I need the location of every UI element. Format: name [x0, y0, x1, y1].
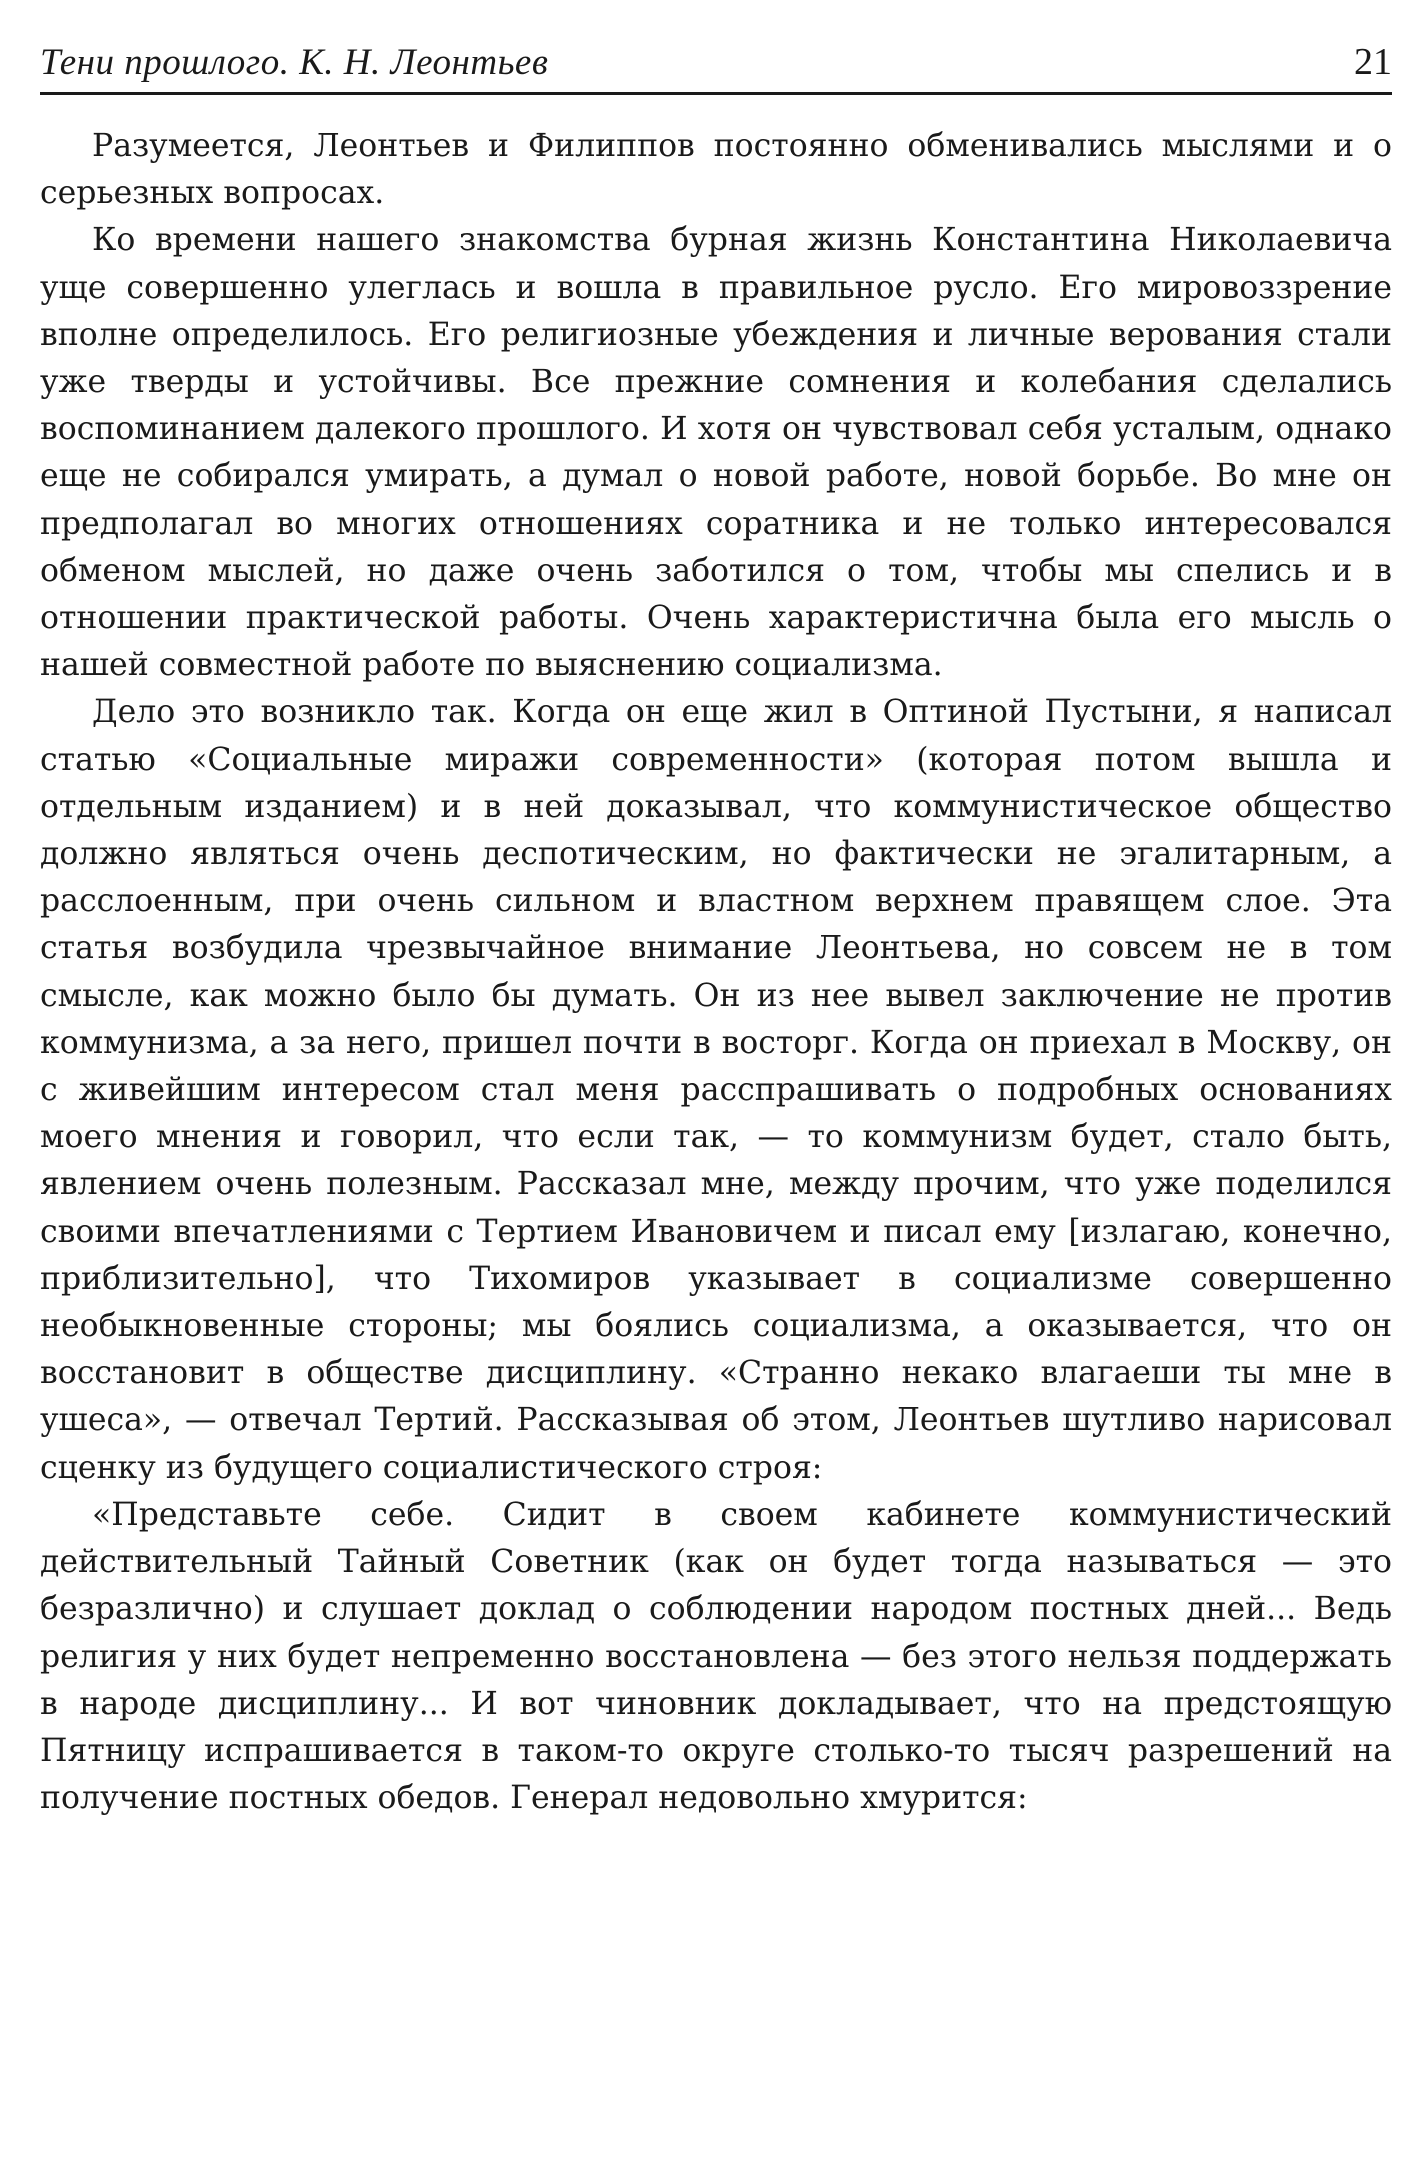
paragraph: Ко времени нашего знакомства бурная жизнь Константина Николаевича уще совершенно улеглась и вошла в правильное русло. Его мировоззрение вполне определилось. Его религиозные убеждения и личные верования стали уже тверды и устойчивы. Все прежние сомнения и колебания сделались воспоминанием далекого прошлого. И хотя он чувствовал себя усталым, однако еще не собирался умирать, а думал о новой работе, новой борьбе. Во мне он предполагал во многих отношениях соратника и не только интересовался обменом мыслей, но даже очень заботился о том, чтобы мы спелись и в отношении практической работы. Очень характеристична была его мысль о нашей совместной работе по выяснению социализма. — [40, 222, 1392, 684]
running-header — [40, 30, 1392, 95]
book-page — [40, 30, 1392, 2130]
page-number: 21 — [1354, 41, 1392, 83]
body-text — [40, 123, 1392, 1822]
paragraph: Дело это возникло так. Когда он еще жил в Оптиной Пустыни, я написал статью «Социальные миражи современности» (которая потом вышла и отдельным изданием) и в ней доказывал, что коммунистическое общество должно являться очень деспотическим, но фактически не эгалитарным, а расслоенным, при очень сильном и властном верхнем правящем слое. Эта статья возбудила чрезвычайное внимание Леонтьева, но совсем не в том смысле, как можно было бы думать. Он из нее вывел заключение не против коммунизма, а за него, пришел почти в восторг. Когда он приехал в Москву, он с живейшим интересом стал меня расспрашивать о подробных основаниях моего мнения и говорил, что если так, — то коммунизм будет, стало быть, явлением очень полезным. Рассказал мне, между прочим, что уже поделился своими впечатлениями с Тертием Ивановичем и писал ему [излагаю, конечно, приблизительно], что Тихомиров указывает в социализме совершенно необыкновенные стороны; мы боялись социализма, а оказывается, что он восстановит в обществе дисциплину. «Странно некако влагаеши ты мне в ушеса», — отвечал Тертий. Рассказывая об этом, Леонтьев шутливо нарисовал сценку из будущего социалистического строя: — [40, 694, 1392, 1486]
paragraph: Разумеется, Леонтьев и Филиппов постоянно обменивались мыслями и о серьезных вопросах. — [40, 128, 1392, 212]
paragraph: «Представьте себе. Сидит в своем кабинете коммунистический действительный Тайный Советник (как он будет тогда называться — это безразлично) и слушает доклад о соблюдении народом постных дней... Ведь религия у них будет непременно восстановлена — без этого нельзя поддержать в народе дисциплину... И вот чиновник докладывает, что на предстоящую Пятницу испрашивается в таком-то округе столько-то тысяч разрешений на получение постных обедов. Генерал недовольно хмурится: — [40, 1496, 1392, 1817]
running-title: Тени прошлого. К. Н. Леонтьев — [40, 42, 549, 83]
